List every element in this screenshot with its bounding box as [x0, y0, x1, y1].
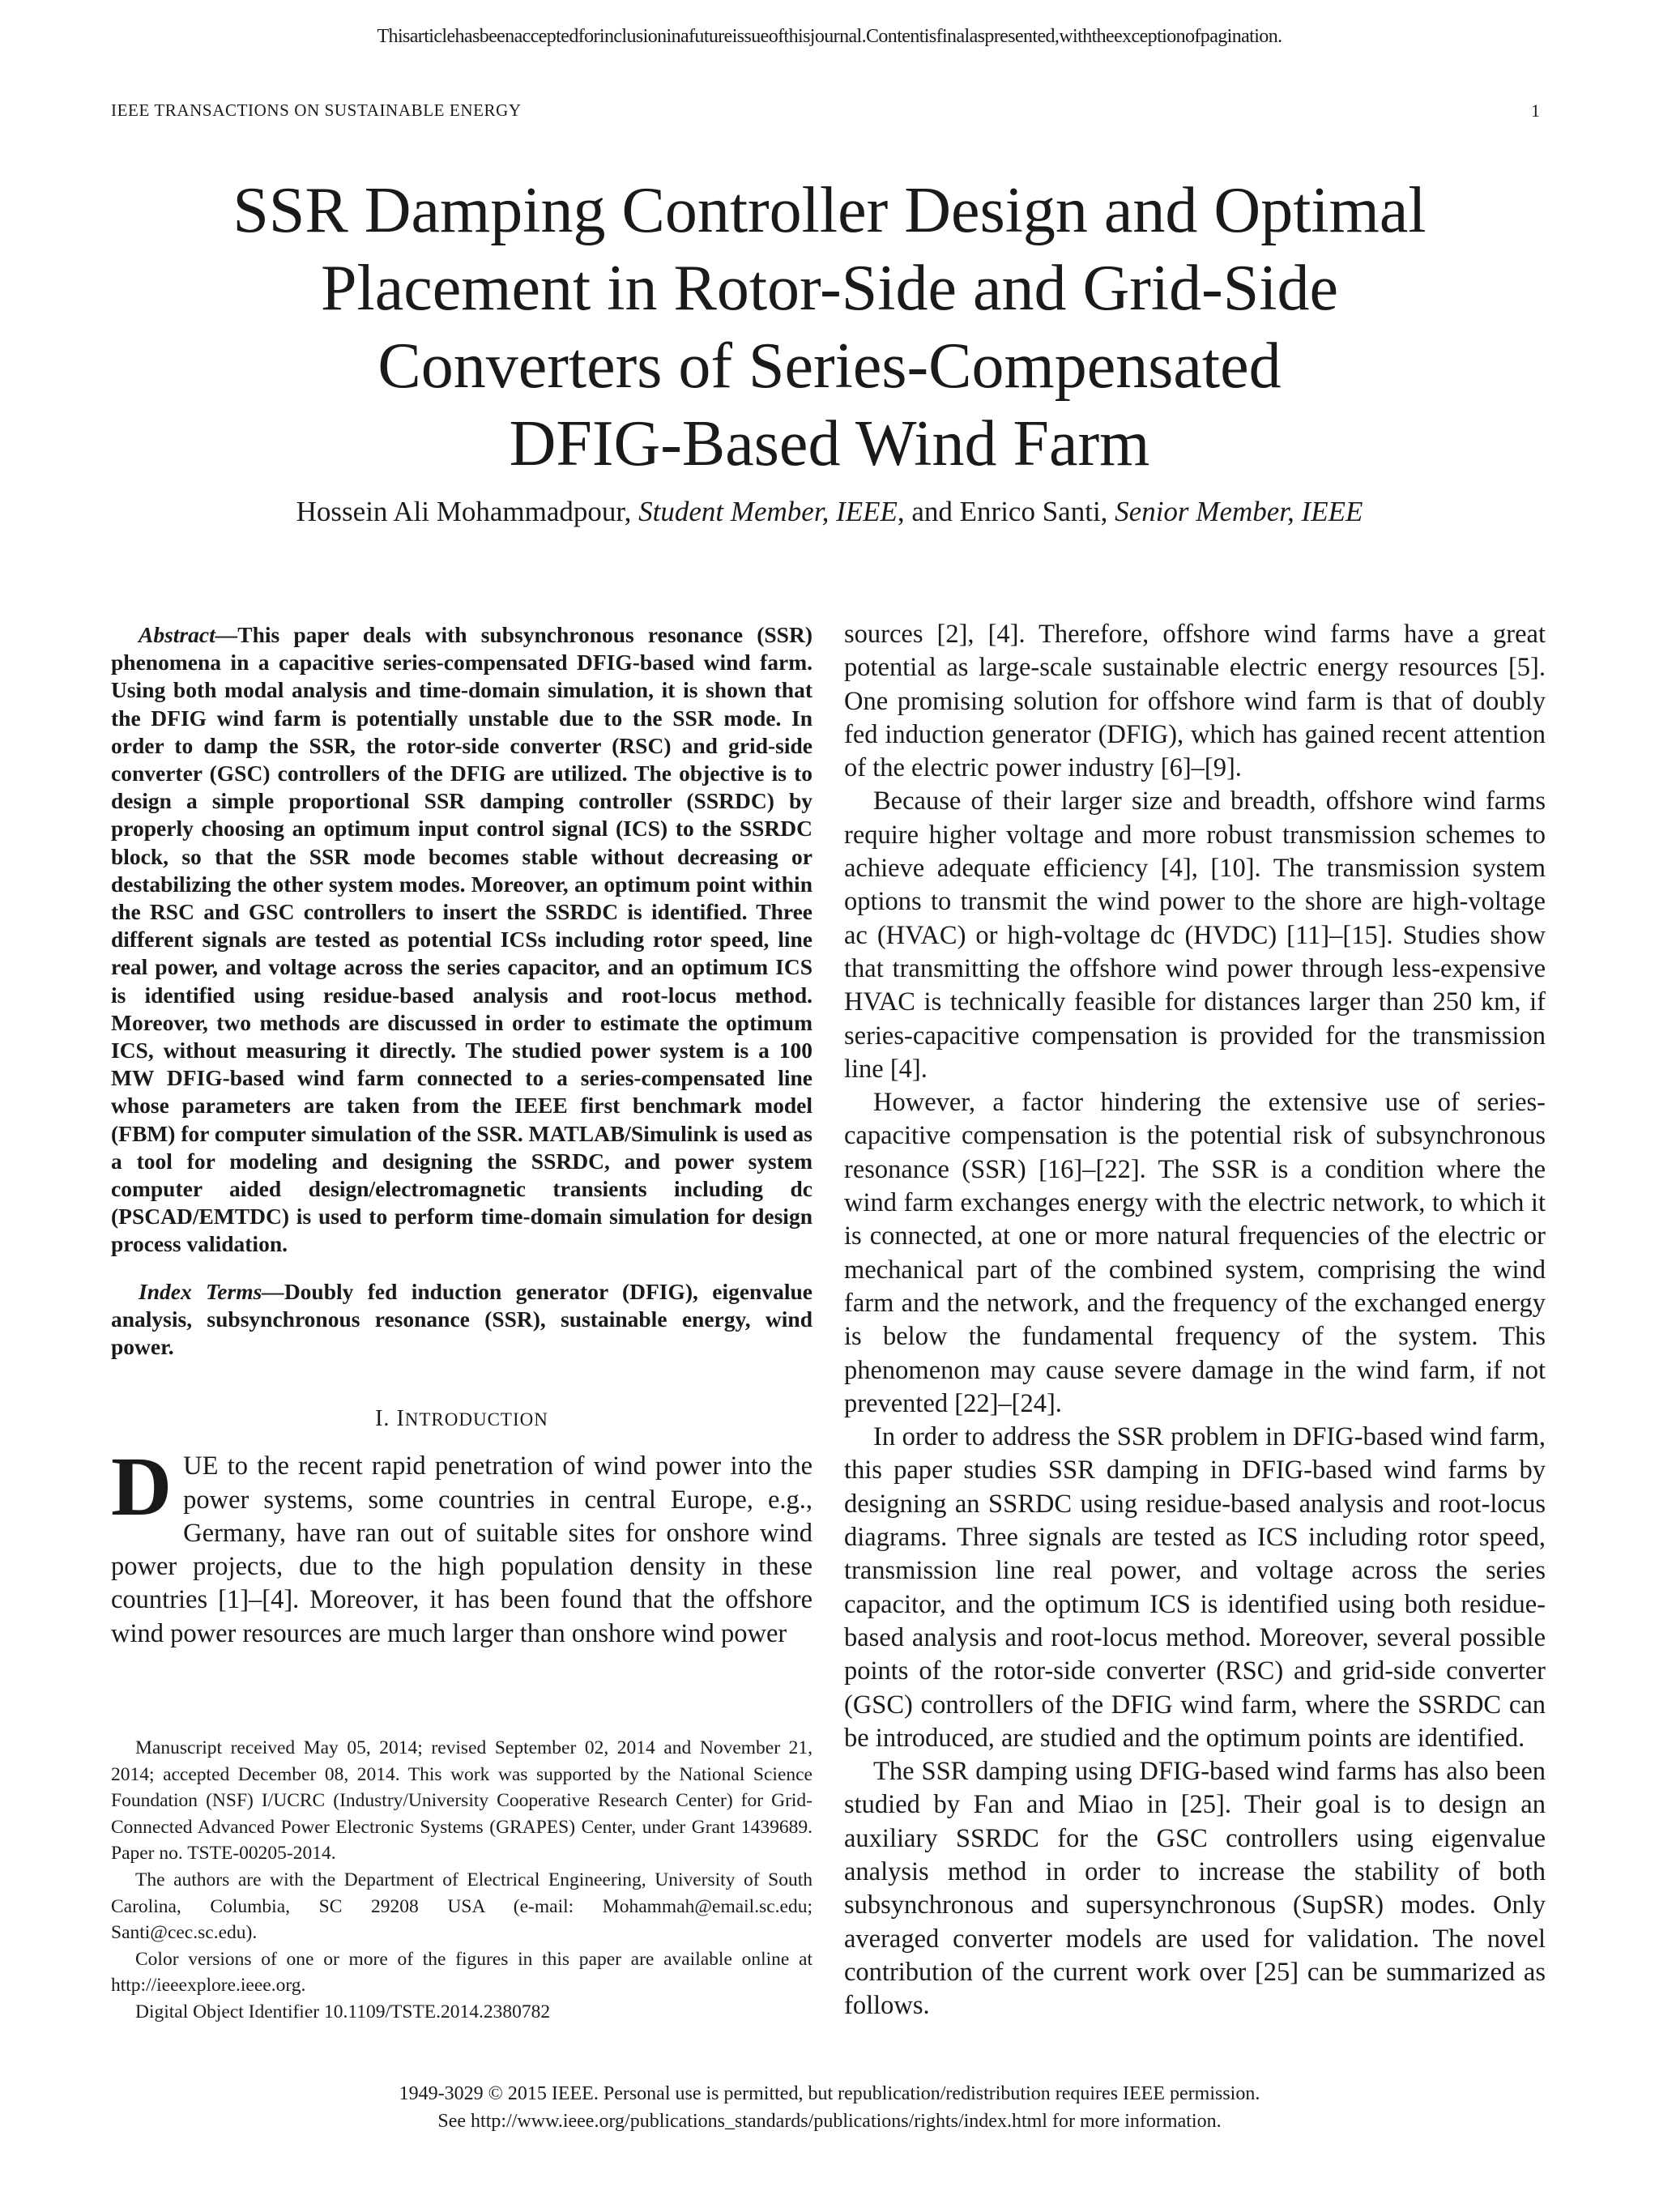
intro-text: UE to the recent rapid penetration of wind power into the power systems, some countries in central Europe, e.g., Germany, have ran out of suitable sites for onshore wind power projects, due to the high population density in these countries [1]–[4]. Moreover, it has been found that the offshore wind power resources are much larger than onshore wind power: [111, 1451, 812, 1648]
page-number: 1: [1531, 100, 1540, 121]
body-paragraph: sources [2], [4]. Therefore, offshore wind farms have a great potential as large-scale sustainable electric energy resources [5]. One promising solution for offshore wind farm is that of doubly fed induction generator (DFIG), which has gained recent attention of the electric power industry [6]–[9].: [844, 620, 1546, 783]
body-paragraph: The SSR damping using DFIG-based wind farms has also been studied by Fan and Miao in [25]. Their goal is to design an auxiliary SSRDC for the GSC controllers using eigenvalue analysis method in order to increase the stability of both subsynchronous and supersynchronous (SupSR) modes. Only averaged converter models are used for validation. The novel contribution of the current work over [25] can be summarized as follows.: [844, 1757, 1546, 2021]
index-terms-text: Doubly fed induction generator (DFIG), eigenvalue analysis, subsynchronous resonance (SSR), sustainable energy, wind power.: [111, 1278, 812, 1360]
footnote-color: Color versions of one or more of the figures in this paper are available online at http://ieeexplore.ieee.org.: [111, 1948, 812, 1997]
author-name: , and Enrico Santi,: [897, 496, 1108, 527]
index-terms: [111, 1278, 812, 1362]
section-numeral: I.: [375, 1406, 397, 1432]
section-heading: [111, 1406, 812, 1432]
section-rest: NTRODUCTION: [404, 1409, 548, 1430]
acceptance-notice: Thisarticlehasbeenacceptedforinclusioninafutureissueofthisjournal.Contentisfinalaspresented,withtheexceptionofpagination.: [377, 26, 1282, 47]
copyright-footer: [0, 2080, 1659, 2135]
intro-paragraph: [111, 1440, 812, 1651]
journal-name: IEEE TRANSACTIONS ON SUSTAINABLE ENERGY: [111, 100, 522, 120]
index-terms-label: Index Terms—: [139, 1278, 284, 1304]
title-line: Converters of Series-Compensated: [377, 330, 1282, 402]
title-line: SSR Damping Controller Design and Optimal: [232, 175, 1427, 246]
author-membership: Senior Member, IEEE: [1115, 496, 1363, 527]
author-line: [0, 496, 1659, 528]
footnote-affiliation: The authors are with the Department of Electrical Engineering, University of South Carolina, Columbia, SC 29208 USA (e-mail: Mohammah@email.sc.edu; Santi@cec.sc.edu).: [111, 1869, 812, 1944]
body-paragraph: Because of their larger size and breadth, offshore wind farms require higher voltage and more robust transmission schemes to achieve adequate efficiency [4], [10]. The transmission system options to transmit the wind power to the shore are high-voltage ac (HVAC) or high-voltage dc (HVDC) [11]–[15]. Studies show that transmitting the offshore wind power through less-expensive HVAC is technically feasible for distances larger than 250 km, if series-capacitive compensation is provided for the transmission line [4].: [844, 786, 1546, 1084]
author-name: Hossein Ali Mohammadpour,: [296, 496, 632, 527]
title-line: DFIG-Based Wind Farm: [509, 408, 1150, 479]
footnote-manuscript: Manuscript received May 05, 2014; revised September 02, 2014 and November 21, 2014; accepted December 08, 2014. This work was supported by the National Science Foundation (NSF) I/UCRC (Industry/University Cooperative Research Center) for Grid-Connected Advanced Power Electronic Systems (GRAPES) Center, under Grant 1439689. Paper no. TSTE-00205-2014.: [111, 1737, 812, 1865]
title-line: Placement in Rotor-Side and Grid-Side: [321, 253, 1338, 324]
footnote-doi: Digital Object Identifier 10.1109/TSTE.2014.2380782: [135, 2001, 551, 2022]
abstract-text: This paper deals with subsynchronous resonance (SSR) phenomena in a capacitive series-compensated DFIG-based wind farm. Using both modal analysis and time-domain simulation, it is shown that the DFIG wind farm is potentially unstable due to the SSR mode. In order to damp the SSR, the rotor-side converter (RSC) and grid-side converter (GSC) controllers of the DFIG are utilized. The objective is to design a simple proportional SSR damping controller (SSRDC) by properly choosing an optimum input control signal (ICS) to the SSRDC block, so that the SSR mode becomes stable without decreasing or destabilizing the other system modes. Moreover, an optimum point within the RSC and GSC controllers to insert the SSRDC is identified. Three different signals are tested as potential ICSs including rotor speed, line real power, and voltage across the series capacitor, and an optimum ICS is identified using residue-based analysis and root-locus method. Moreover, two methods are discussed in order to estimate the optimum ICS, without measuring it directly. The studied power system is a 100 MW DFIG-based wind farm connected to a series-compensated line whose parameters are taken from the IEEE first benchmark model (FBM) for computer simulation of the SSR. MATLAB/Simulink is used as a tool for modeling and designing the SSRDC, and power system computer aided design/electromagnetic transients including dc (PSCAD/EMTDC) is used to perform time-domain simulation for design process validation.: [111, 622, 812, 1257]
abstract: [111, 621, 812, 1259]
drop-cap: D: [111, 1440, 173, 1534]
right-column: [844, 618, 1546, 2022]
abstract-label: Abstract—: [139, 622, 238, 647]
permissions-line: See http://www.ieee.org/publications_standards/publications/rights/index.html for more information.: [437, 2111, 1222, 2132]
author-membership: Student Member, IEEE: [638, 496, 898, 527]
copyright-line: 1949-3029 © 2015 IEEE. Personal use is permitted, but republication/redistribution requires IEEE permission.: [399, 2083, 1260, 2104]
footnotes: [111, 1735, 812, 2026]
body-paragraph: However, a factor hindering the extensive use of series-capacitive compensation is the potential risk of subsynchronous resonance (SSR) [16]–[22]. The SSR is a condition where the wind farm exchanges energy with the electric network, to which it is connected, at one or more natural frequencies of the electric or mechanical part of the combined system, comprising the wind farm and the network, and the frequency of the exchanged energy is below the fundamental frequency of the system. This phenomenon may cause severe damage in the wind farm, if not prevented [22]–[24].: [844, 1088, 1546, 1418]
body-paragraph: In order to address the SSR problem in DFIG-based wind farm, this paper studies SSR damping in DFIG-based wind farms by designing an SSRDC using residue-based analysis and root-locus diagrams. Three signals are tested as ICS including rotor speed, transmission line real power, and voltage across the series capacitor, and the optimum ICS is identified using both residue-based analysis and root-locus method. Moreover, several possible points of the rotor-side converter (RSC) and grid-side converter (GSC) controllers of the DFIG wind farm, where the SSRDC can be introduced, are studied and the optimum points are identified.: [844, 1422, 1546, 1753]
section-first-letter: I: [396, 1406, 405, 1432]
left-column: [111, 621, 812, 1651]
paper-title: [0, 172, 1659, 483]
